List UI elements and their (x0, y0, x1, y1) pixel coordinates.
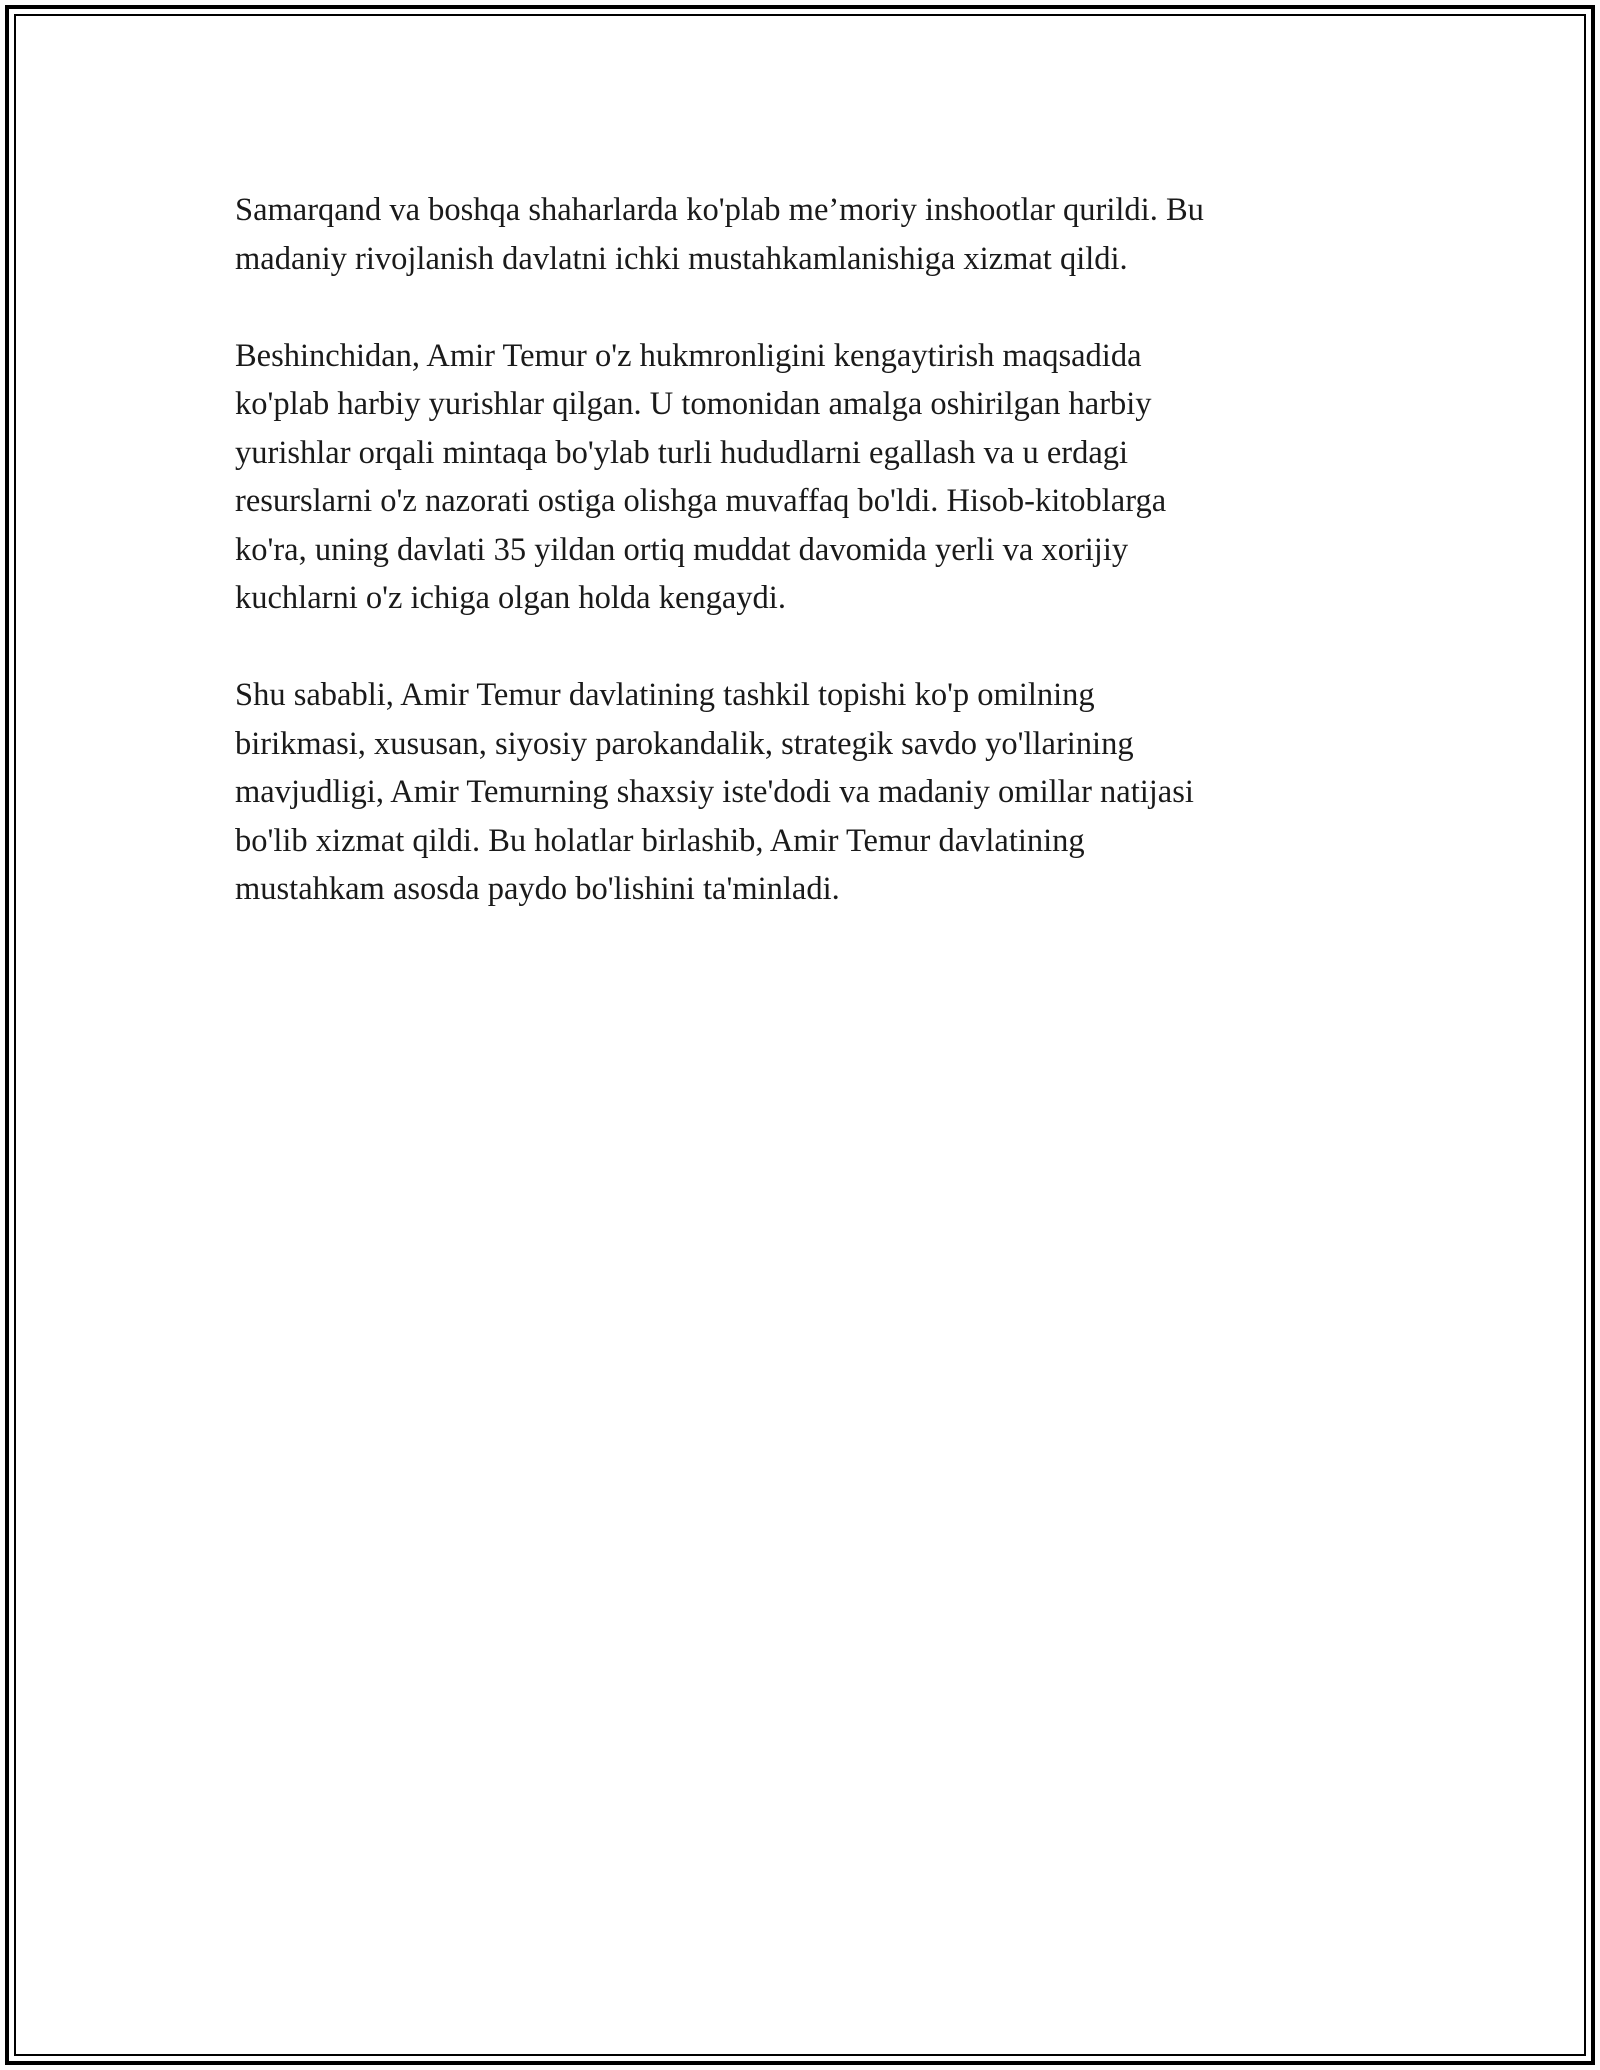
text-line: yurishlar orqali mintaqa bo'ylab turli hududlarni egallash va u erdagi (235, 434, 1129, 471)
text-line: mustahkam asosda paydo bo'lishini ta'minladi. (235, 871, 840, 907)
text-line: mavjudligi, Amir Temurning shaxsiy iste'dodi va madaniy omillar natijasi (235, 774, 1194, 810)
text-line: resurslarni o'z nazorati ostiga olishga muvaffaq bo'ldi. Hisob-kitoblarga (235, 483, 1167, 519)
text-line: ko'plab harbiy yurishlar qilgan. U tomonidan amalga oshirilgan harbiy (235, 386, 1152, 422)
paragraph-3 (235, 671, 1365, 914)
document-body (235, 186, 1365, 962)
text-line: Beshinchidan, Amir Temur o'z hukmronligini kengaytirish maqsadida (235, 337, 1142, 374)
text-line: kuchlarni o'z ichiga olgan holda kengaydi. (235, 580, 786, 616)
paragraph-1 (235, 186, 1365, 283)
text-line: birikmasi, xususan, siyosiy parokandalik, strategik savdo yo'llarining (235, 725, 1134, 762)
text-line: Shu sababli, Amir Temur davlatining tashkil topishi ko'p omilning (235, 677, 1095, 713)
paragraph-2 (235, 332, 1365, 623)
text-line: Samarqand va boshqa shaharlarda ko'plab me’moriy inshootlar qurildi. Bu (235, 192, 1204, 228)
text-line: madaniy rivojlanish davlatni ichki mustahkamlanishiga xizmat qildi. (235, 240, 1128, 277)
text-line: bo'lib xizmat qildi. Bu holatlar birlashib, Amir Temur davlatining (235, 822, 1085, 859)
text-line: ko'ra, uning davlati 35 yildan ortiq muddat davomida yerli va xorijiy (235, 531, 1129, 568)
